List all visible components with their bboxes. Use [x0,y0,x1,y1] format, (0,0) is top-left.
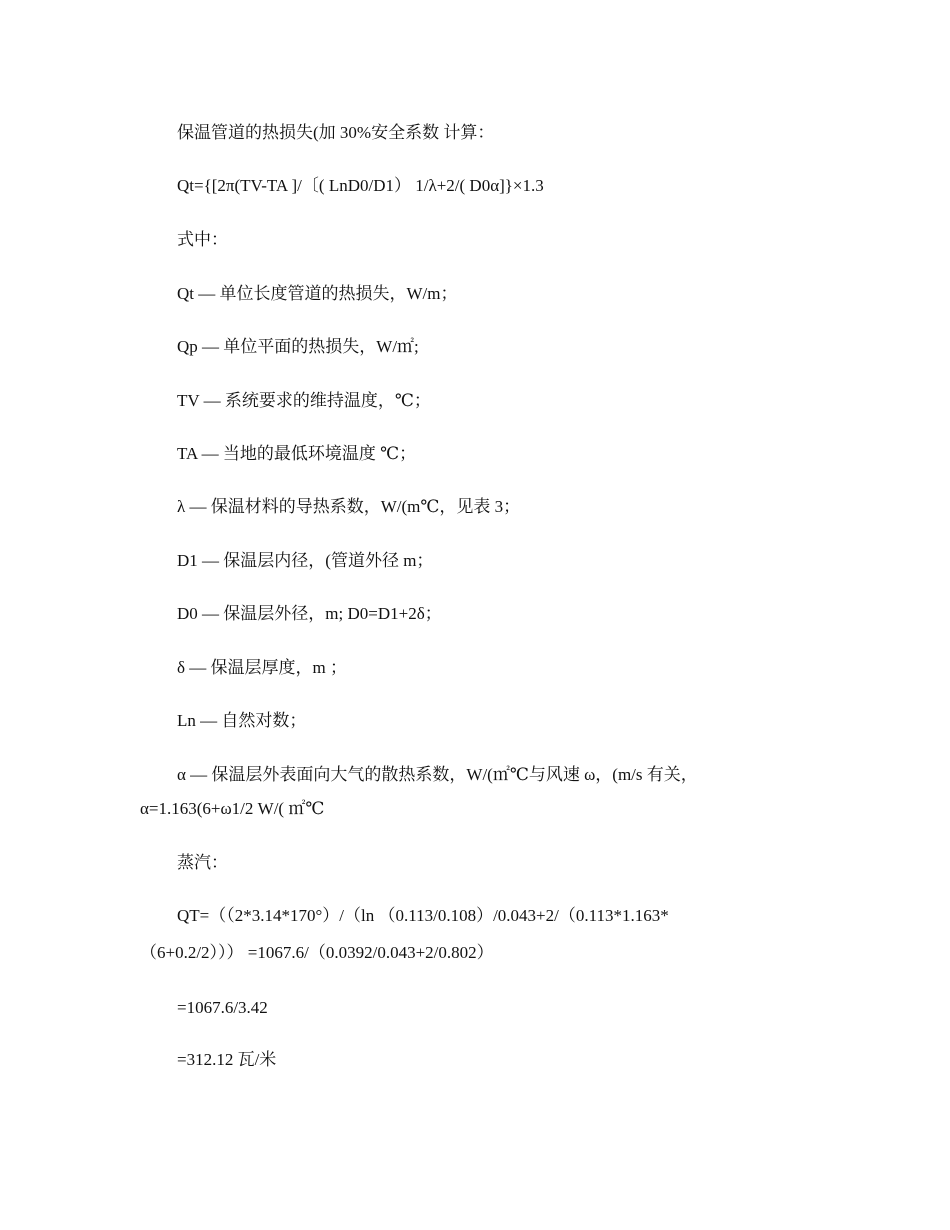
definition-item: Qp — 单位平面的热损失，W/㎡; [177,337,419,356]
alpha-definition-line2: α=1.163(6+ω1/2 W/( ㎡℃ [140,799,325,818]
intro-text: 保温管道的热损失(加 30%安全系数 计算： [177,123,495,142]
definition-item: Ln — 自然对数； [177,711,307,730]
where-label: 式中： [177,230,228,249]
steam-heading: 蒸汽： [177,853,228,872]
result-line2: =312.12 瓦/米 [177,1050,277,1069]
calculation-line1: QT=（（2*3.14*170°）/（ln （0.113/0.108）/0.043+2/（0.113*1.163* [177,906,669,925]
result-line1: =1067.6/3.42 [177,998,268,1017]
heat-loss-formula: Qt={[2π(TV-TA ]/〔( LnD0/D1） 1/λ+2/( D0α]}×1.3 [177,176,544,195]
definition-item: TV — 系统要求的维持温度，℃； [177,391,431,410]
definition-item: TA — 当地的最低环境温度 ℃； [177,444,417,463]
definition-item: Qt — 单位长度管道的热损失，W/m； [177,284,458,303]
alpha-definition-line1: α — 保温层外表面向大气的散热系数，W/(㎡℃与风速 ω，(m/s 有关， [177,765,698,784]
definition-item: D1 — 保温层内径，(管道外径 m； [177,551,434,570]
calculation-line2: （6+0.2/2））） =1067.6/（0.0392/0.043+2/0.802） [140,943,494,962]
definition-item: δ — 保温层厚度，m ； [177,658,347,677]
definition-item: λ — 保温材料的导热系数，W/(m℃，见表 3； [177,497,521,516]
definition-item: D0 — 保温层外径，m; D0=D1+2δ； [177,604,442,623]
